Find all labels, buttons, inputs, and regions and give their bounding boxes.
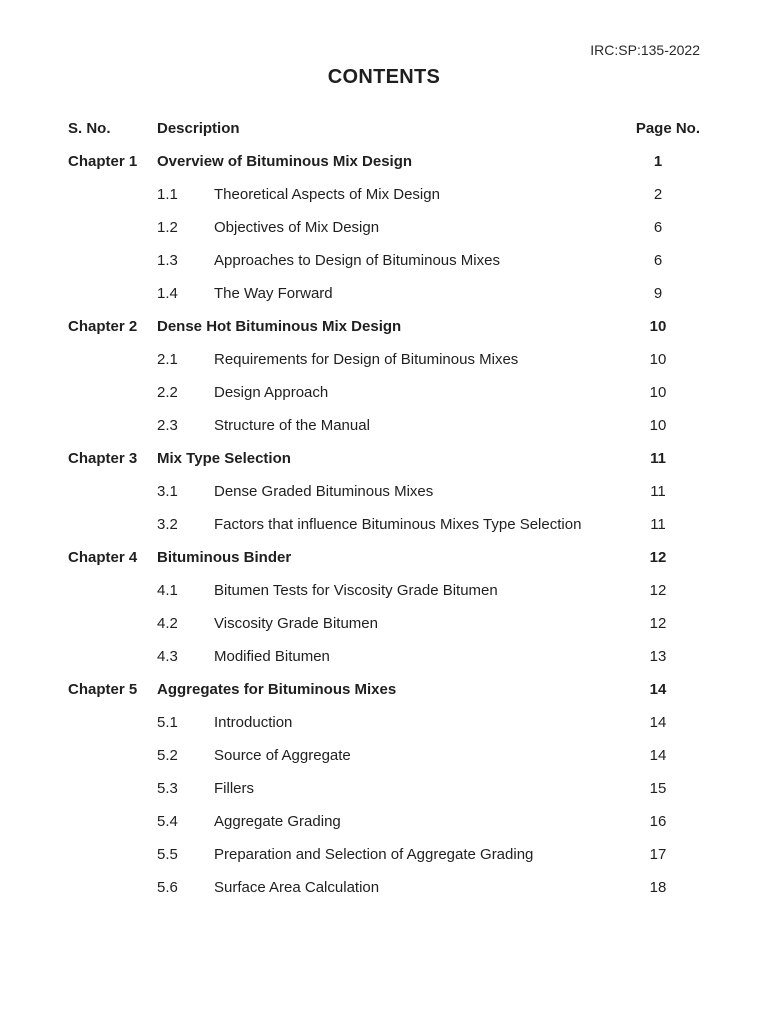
section-number: 5.2 [157, 747, 178, 764]
chapter-title: Bituminous Binder [157, 549, 292, 566]
chapter-row[interactable] [0, 442, 768, 475]
section-page-number: 11 [650, 516, 666, 533]
section-number: 2.2 [157, 384, 178, 401]
section-page-number: 9 [653, 285, 663, 302]
section-title: Introduction [214, 714, 293, 731]
section-title: Theoretical Aspects of Mix Design [214, 186, 440, 203]
section-number: 1.4 [157, 285, 178, 302]
section-number: 5.1 [157, 714, 178, 731]
table-of-contents [0, 112, 768, 904]
toc-body [0, 145, 768, 904]
section-row[interactable] [0, 211, 768, 244]
section-title: Bitumen Tests for Viscosity Grade Bitumen [214, 582, 498, 599]
section-page-number: 13 [649, 648, 667, 665]
section-row[interactable] [0, 376, 768, 409]
section-page-number: 11 [650, 483, 666, 500]
section-title: Structure of the Manual [214, 417, 370, 434]
section-page-number: 14 [649, 714, 667, 731]
chapter-page-number: 10 [649, 318, 667, 335]
section-row[interactable] [0, 244, 768, 277]
section-number: 1.1 [157, 186, 178, 203]
section-page-number: 12 [649, 582, 667, 599]
section-page-number: 6 [653, 219, 663, 236]
section-number: 5.5 [157, 846, 178, 863]
section-number: 2.3 [157, 417, 178, 434]
section-title: Modified Bitumen [214, 648, 330, 665]
section-row[interactable] [0, 178, 768, 211]
page-title: CONTENTS [327, 66, 441, 88]
section-row[interactable] [0, 739, 768, 772]
description-column-header: Description [157, 120, 240, 137]
section-page-number: 6 [653, 252, 663, 269]
section-number: 3.1 [157, 483, 178, 500]
section-page-number: 10 [649, 351, 667, 368]
chapter-page-number: 12 [649, 549, 667, 566]
page-column-header: Page No. [635, 120, 700, 137]
section-number: 4.1 [157, 582, 178, 599]
section-page-number: 10 [649, 417, 667, 434]
chapter-row[interactable] [0, 310, 768, 343]
chapter-label: Chapter 5 [68, 681, 138, 698]
section-row[interactable] [0, 409, 768, 442]
section-page-number: 14 [649, 747, 667, 764]
section-number: 1.3 [157, 252, 178, 269]
section-number: 2.1 [157, 351, 178, 368]
section-number: 5.3 [157, 780, 178, 797]
toc-header-row [0, 112, 768, 145]
section-title: Requirements for Design of Bituminous Mixes [214, 351, 519, 368]
document-code: IRC:SP:135-2022 [590, 42, 700, 58]
chapter-title: Overview of Bituminous Mix Design [157, 153, 413, 170]
section-row[interactable] [0, 772, 768, 805]
chapter-page-number: 11 [650, 450, 666, 467]
section-number: 4.3 [157, 648, 178, 665]
section-title: Preparation and Selection of Aggregate Grading [214, 846, 534, 863]
section-title: Factors that influence Bituminous Mixes Type Selection [214, 516, 582, 533]
chapter-label: Chapter 3 [68, 450, 138, 467]
sno-column-header: S. No. [68, 120, 111, 137]
chapter-row[interactable] [0, 673, 768, 706]
section-title: Aggregate Grading [214, 813, 341, 830]
section-page-number: 18 [649, 879, 667, 896]
section-title: Surface Area Calculation [214, 879, 380, 896]
section-row[interactable] [0, 640, 768, 673]
chapter-row[interactable] [0, 145, 768, 178]
section-row[interactable] [0, 475, 768, 508]
section-title: Design Approach [214, 384, 329, 401]
section-title: Viscosity Grade Bitumen [214, 615, 378, 632]
section-row[interactable] [0, 343, 768, 376]
section-number: 1.2 [157, 219, 178, 236]
section-number: 3.2 [157, 516, 178, 533]
section-row[interactable] [0, 838, 768, 871]
section-page-number: 15 [649, 780, 667, 797]
section-title: Fillers [214, 780, 254, 797]
section-title: Source of Aggregate [214, 747, 351, 764]
section-number: 5.6 [157, 879, 178, 896]
section-number: 5.4 [157, 813, 178, 830]
section-page-number: 2 [653, 186, 663, 203]
section-title: Approaches to Design of Bituminous Mixes [214, 252, 500, 269]
section-title: The Way Forward [214, 285, 333, 302]
section-page-number: 17 [649, 846, 667, 863]
section-row[interactable] [0, 508, 768, 541]
section-title: Dense Graded Bituminous Mixes [214, 483, 434, 500]
chapter-title: Dense Hot Bituminous Mix Design [157, 318, 402, 335]
section-number: 4.2 [157, 615, 178, 632]
section-row[interactable] [0, 805, 768, 838]
chapter-title: Mix Type Selection [157, 450, 291, 467]
chapter-title: Aggregates for Bituminous Mixes [157, 681, 397, 698]
chapter-row[interactable] [0, 541, 768, 574]
chapter-label: Chapter 4 [68, 549, 138, 566]
chapter-page-number: 1 [653, 153, 663, 170]
section-row[interactable] [0, 607, 768, 640]
section-title: Objectives of Mix Design [214, 219, 380, 236]
section-page-number: 16 [649, 813, 667, 830]
chapter-label: Chapter 1 [68, 153, 138, 170]
chapter-label: Chapter 2 [68, 318, 138, 335]
section-page-number: 10 [649, 384, 667, 401]
section-row[interactable] [0, 871, 768, 904]
section-row[interactable] [0, 574, 768, 607]
section-row[interactable] [0, 706, 768, 739]
section-page-number: 12 [649, 615, 667, 632]
section-row[interactable] [0, 277, 768, 310]
chapter-page-number: 14 [649, 681, 667, 698]
